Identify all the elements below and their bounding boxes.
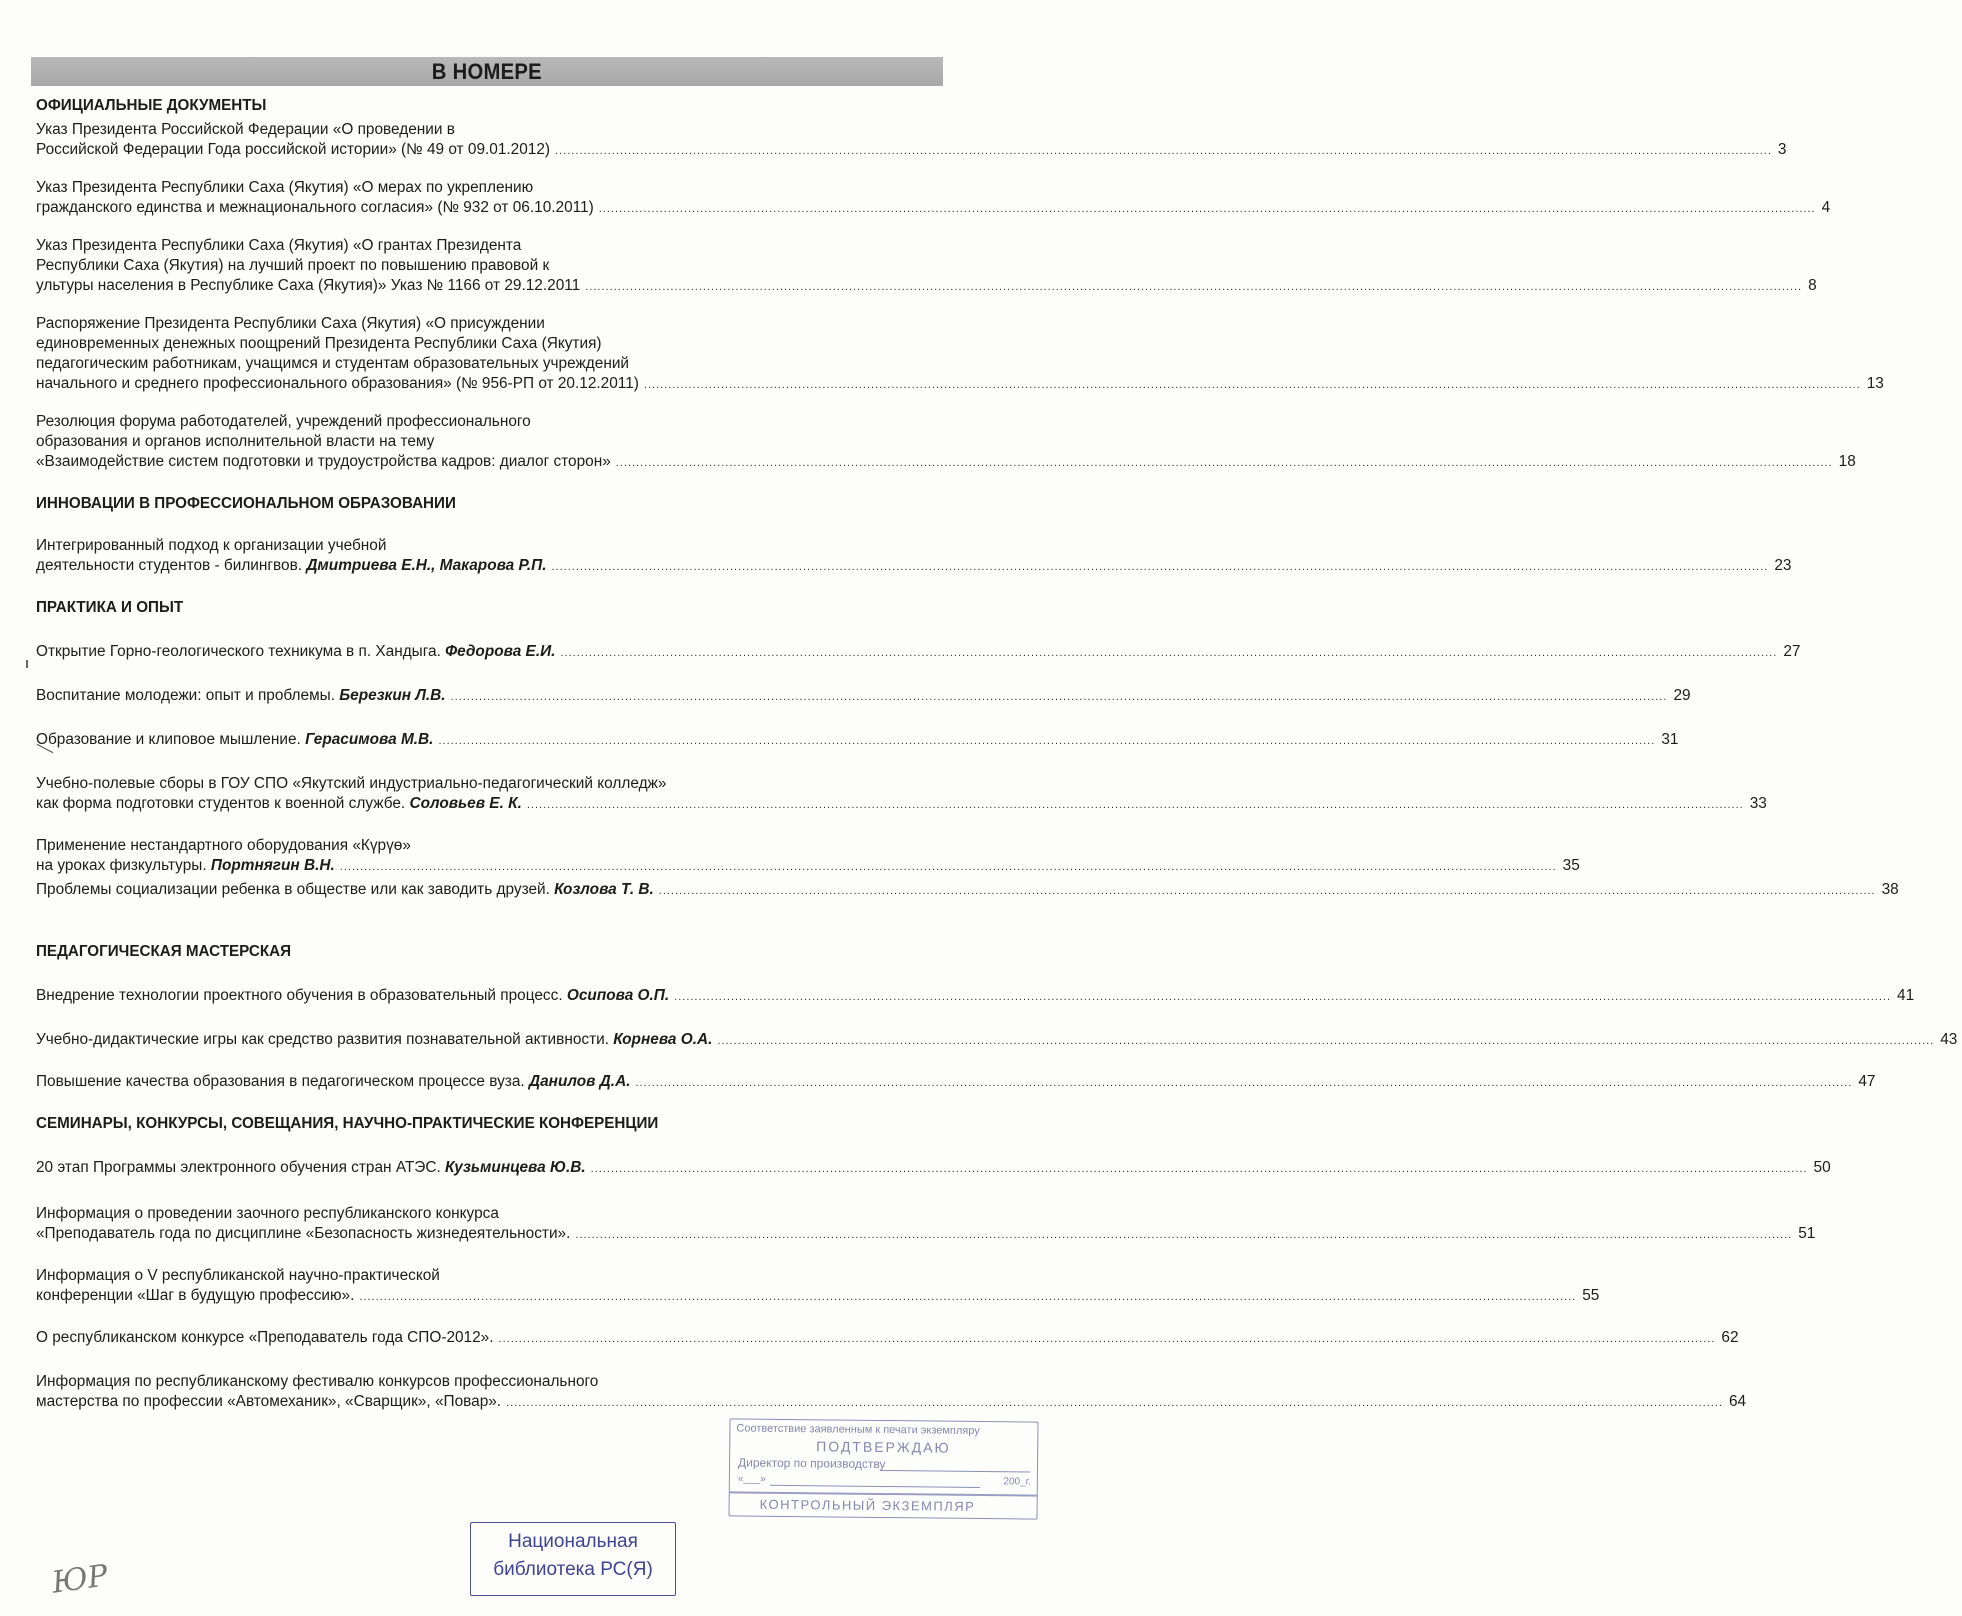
entry-author: Дмитриева Е.Н., Макарова Р.П.: [306, 557, 547, 574]
entry-title-line: Воспитание молодежи: опыт и проблемы.: [36, 687, 335, 704]
entry-title-line: Учебно-дидактические игры как средство развития познавательной активности.: [36, 1031, 609, 1048]
leader-dots: ............................................................................................................................................................................................................................................................................................................: [615, 457, 1833, 469]
toc-entry[interactable]: [36, 120, 1787, 161]
leader-dots: ............................................................................................................................................................................................................................................................................................................: [339, 861, 1557, 873]
entry-title-line: деятельности студентов - билингвов.: [36, 557, 303, 574]
entry-title-line: 20 этап Программы электронного обучения стран АТЭС.: [36, 1159, 441, 1176]
entry-title-line: Информация о V республиканской научно-практической: [36, 1267, 440, 1284]
entry-title-line: Российской Федерации Года российской истории» (№ 49 от 09.01.2012): [36, 141, 551, 158]
entry-title-line: Повышение качества образования в педагогическом процессе вуза.: [36, 1073, 525, 1090]
entry-author: Кузьминцева Ю.В.: [445, 1159, 586, 1176]
entry-title-line: ультуры населения в Республике Саха (Якутия)» Указ № 1166 от 29.12.2011: [36, 277, 581, 294]
toc-entry[interactable]: [36, 1266, 1600, 1307]
entry-title-line: Применение нестандартного оборудования «Күрүө»: [36, 837, 411, 854]
page-number: 27: [1783, 643, 1801, 660]
leader-dots: ............................................................................................................................................................................................................................................................................................................: [450, 691, 1668, 703]
entry-title-line: Проблемы социализации ребенка в обществе или как заводить друзей.: [36, 881, 550, 898]
entry-title-line: Резолюция форума работодателей, учреждений профессионального: [36, 413, 531, 430]
leader-dots: ............................................................................................................................................................................................................................................................................................................: [635, 1077, 1853, 1089]
toc-entry[interactable]: [36, 1072, 1876, 1093]
toc-header-title: В НОМЕРЕ: [431, 59, 543, 84]
entry-author: Данилов Д.А.: [528, 1073, 631, 1090]
signature-line: [880, 1470, 1030, 1473]
leader-dots: ............................................................................................................................................................................................................................................................................................................: [359, 1291, 1577, 1303]
entry-title-line: гражданского единства и межнационального согласия» (№ 932 от 06.10.2011): [36, 199, 594, 216]
section-title: ИННОВАЦИИ В ПРОФЕССИОНАЛЬНОМ ОБРАЗОВАНИИ: [36, 495, 456, 512]
approval-stamp-year: 200_г.: [1003, 1476, 1031, 1488]
page-number: 35: [1562, 857, 1580, 874]
toc-entry[interactable]: [36, 686, 1691, 707]
entry-author: Корнева О.А.: [613, 1031, 713, 1048]
leader-dots: ............................................................................................................................................................................................................................................................................................................: [598, 203, 1816, 215]
entry-title-line: как форма подготовки студентов к военной службе.: [36, 795, 406, 812]
entry-author: Осипова О.П.: [566, 987, 670, 1004]
entry-title-line: мастерства по профессии «Автомеханик», «Сварщик», «Повар».: [36, 1393, 502, 1410]
entry-title-line: Указ Президента Республики Саха (Якутия) «О грантах Президента: [36, 237, 522, 254]
page-number: 29: [1673, 687, 1691, 704]
page-number: 33: [1749, 795, 1767, 812]
page-number: 3: [1777, 141, 1787, 158]
entry-author: Козлова Т. В.: [554, 881, 654, 898]
entry-author: Березкин Л.В.: [339, 687, 446, 704]
page-number: 38: [1881, 881, 1899, 898]
page-number: 64: [1728, 1393, 1747, 1410]
page-number: 18: [1838, 453, 1856, 470]
page-number: 13: [1866, 375, 1884, 392]
library-stamp-line2: библиотека РС(Я): [493, 1559, 653, 1580]
entry-title-line: педагогическим работникам, учащимся и студентам образовательных учреждений: [36, 355, 630, 372]
entry-title-line: Интегрированный подход к организации учебной: [36, 537, 387, 554]
entry-title-line: Республики Саха (Якутия) на лучший проект по повышению правовой к: [36, 257, 550, 274]
approval-stamp-line5: КОНТРОЛЬНЫЙ ЭКЗЕМПЛЯР: [759, 1496, 976, 1514]
toc-entry[interactable]: [36, 314, 1884, 395]
leader-dots: ............................................................................................................................................................................................................................................................................................................: [551, 561, 1769, 573]
leader-dots: ............................................................................................................................................................................................................................................................................................................: [575, 1229, 1793, 1241]
toc-entry[interactable]: [36, 178, 1831, 219]
entry-title-line: «Взаимодействие систем подготовки и трудоустройства кадров: диалог сторон»: [36, 453, 611, 470]
library-stamp-line1: Национальная: [508, 1531, 638, 1552]
page-number: 31: [1661, 731, 1679, 748]
toc-entry[interactable]: [36, 1372, 1747, 1413]
entry-author: Федорова Е.И.: [445, 643, 556, 660]
page-number: 55: [1582, 1287, 1600, 1304]
leader-dots: ............................................................................................................................................................................................................................................................................................................: [674, 991, 1892, 1003]
toc-entry[interactable]: [36, 880, 1899, 901]
leader-dots: ............................................................................................................................................................................................................................................................................................................: [585, 281, 1803, 293]
leader-dots: ............................................................................................................................................................................................................................................................................................................: [658, 885, 1876, 897]
toc-header-banner: [31, 57, 943, 86]
margin-mark: [26, 660, 28, 668]
page-number: 23: [1774, 557, 1792, 574]
leader-dots: ............................................................................................................................................................................................................................................................................................................: [555, 145, 1772, 157]
leader-dots: ............................................................................................................................................................................................................................................................................................................: [643, 379, 1861, 391]
toc-entry[interactable]: [36, 1030, 1958, 1051]
stamp-divider: [730, 1491, 1037, 1496]
entry-title-line: Образование и клиповое мышление.: [36, 731, 301, 748]
entry-title-line: Информация о проведении заочного республиканского конкурса: [36, 1205, 499, 1222]
entry-title-line: образования и органов исполнительной власти на тему: [36, 433, 435, 450]
entry-title-line: конференции «Шаг в будущую профессию».: [36, 1287, 355, 1304]
section-title: СЕМИНАРЫ, КОНКУРСЫ, СОВЕЩАНИЯ, НАУЧНО-ПРАКТИЧЕСКИЕ КОНФЕРЕНЦИИ: [36, 1115, 659, 1132]
entry-title-line: Учебно-полевые сборы в ГОУ СПО «Якутский индустриально-педагогический колледж»: [36, 775, 667, 792]
section-title: ПРАКТИКА И ОПЫТ: [36, 599, 184, 616]
approval-stamp-line3: Директор по производству: [737, 1455, 886, 1472]
entry-author: Соловьев Е. К.: [409, 795, 522, 812]
leader-dots: ............................................................................................................................................................................................................................................................................................................: [590, 1163, 1808, 1175]
leader-dots: ............................................................................................................................................................................................................................................................................................................: [717, 1035, 1935, 1047]
toc-entry[interactable]: [36, 412, 1856, 473]
entry-title-line: Указ Президента Республики Саха (Якутия) «О мерах по укреплению: [36, 179, 534, 196]
entry-title-line: Указ Президента Российской Федерации «О проведении в: [36, 121, 455, 138]
page-number: 51: [1798, 1225, 1816, 1242]
approval-stamp-date: «___»: [737, 1473, 766, 1485]
entry-author: Портнягин В.Н.: [210, 857, 335, 874]
leader-dots: ............................................................................................................................................................................................................................................................................................................: [506, 1397, 1723, 1409]
entry-title-line: единовременных денежных поощрений Президента Республики Саха (Якутия): [36, 335, 602, 352]
entry-title-line: Информация по республиканскому фестивалю конкурсов профессионального: [36, 1373, 599, 1390]
approval-stamp-line1: Соответствие заявленным к печати экземпляру: [736, 1422, 980, 1438]
toc-entry[interactable]: [36, 642, 1801, 663]
approval-stamp: [728, 1418, 1038, 1519]
entry-title-line: «Преподаватель года по дисциплине «Безопасность жизнедеятельности».: [36, 1225, 571, 1242]
page-number: 47: [1858, 1073, 1876, 1090]
toc-entry[interactable]: [36, 1158, 1831, 1179]
entry-title-line: начального и среднего профессионального образования» (№ 956-РП от 20.12.2011): [36, 375, 639, 392]
page-number: 50: [1813, 1159, 1831, 1176]
page-number: 43: [1940, 1031, 1958, 1048]
section-title: ОФИЦИАЛЬНЫЕ ДОКУМЕНТЫ: [36, 97, 267, 114]
entry-title-line: О республиканском конкурсе «Преподаватель года СПО-2012».: [36, 1329, 494, 1346]
page-number: 4: [1821, 199, 1831, 216]
leader-dots: ............................................................................................................................................................................................................................................................................................................: [560, 647, 1778, 659]
toc-entry[interactable]: [36, 1328, 1739, 1349]
toc-entry[interactable]: [36, 1204, 1816, 1245]
leader-dots: ............................................................................................................................................................................................................................................................................................................: [438, 735, 1656, 747]
entry-author: Герасимова М.В.: [305, 731, 434, 748]
leader-dots: ............................................................................................................................................................................................................................................................................................................: [498, 1333, 1716, 1345]
section-title: ПЕДАГОГИЧЕСКАЯ МАСТЕРСКАЯ: [36, 943, 292, 960]
entry-title-line: Внедрение технологии проектного обучения в образовательный процесс.: [36, 987, 563, 1004]
toc-entry[interactable]: [36, 774, 1767, 815]
handwritten-initials: ЮР: [49, 1558, 111, 1601]
toc-entry[interactable]: [36, 836, 1580, 877]
page-number: 41: [1897, 987, 1915, 1004]
leader-dots: ............................................................................................................................................................................................................................................................................................................: [526, 799, 1744, 811]
library-stamp: [470, 1522, 676, 1596]
date-line: [770, 1485, 980, 1488]
toc-entry[interactable]: [36, 536, 1792, 577]
entry-title-line: Открытие Горно-геологического техникума в п. Хандыга.: [36, 643, 441, 660]
page-number: 62: [1721, 1329, 1739, 1346]
page-number: 8: [1808, 277, 1817, 294]
toc-entry[interactable]: [36, 986, 1915, 1007]
entry-title-line: Распоряжение Президента Республики Саха (Якутия) «О присуждении: [36, 315, 545, 332]
approval-stamp-line2: ПОДТВЕРЖДАЮ: [816, 1438, 951, 1456]
entry-title-line: на уроках физкультуры.: [36, 857, 207, 874]
toc-entry[interactable]: [36, 236, 1817, 297]
toc-entry[interactable]: [36, 730, 1679, 751]
